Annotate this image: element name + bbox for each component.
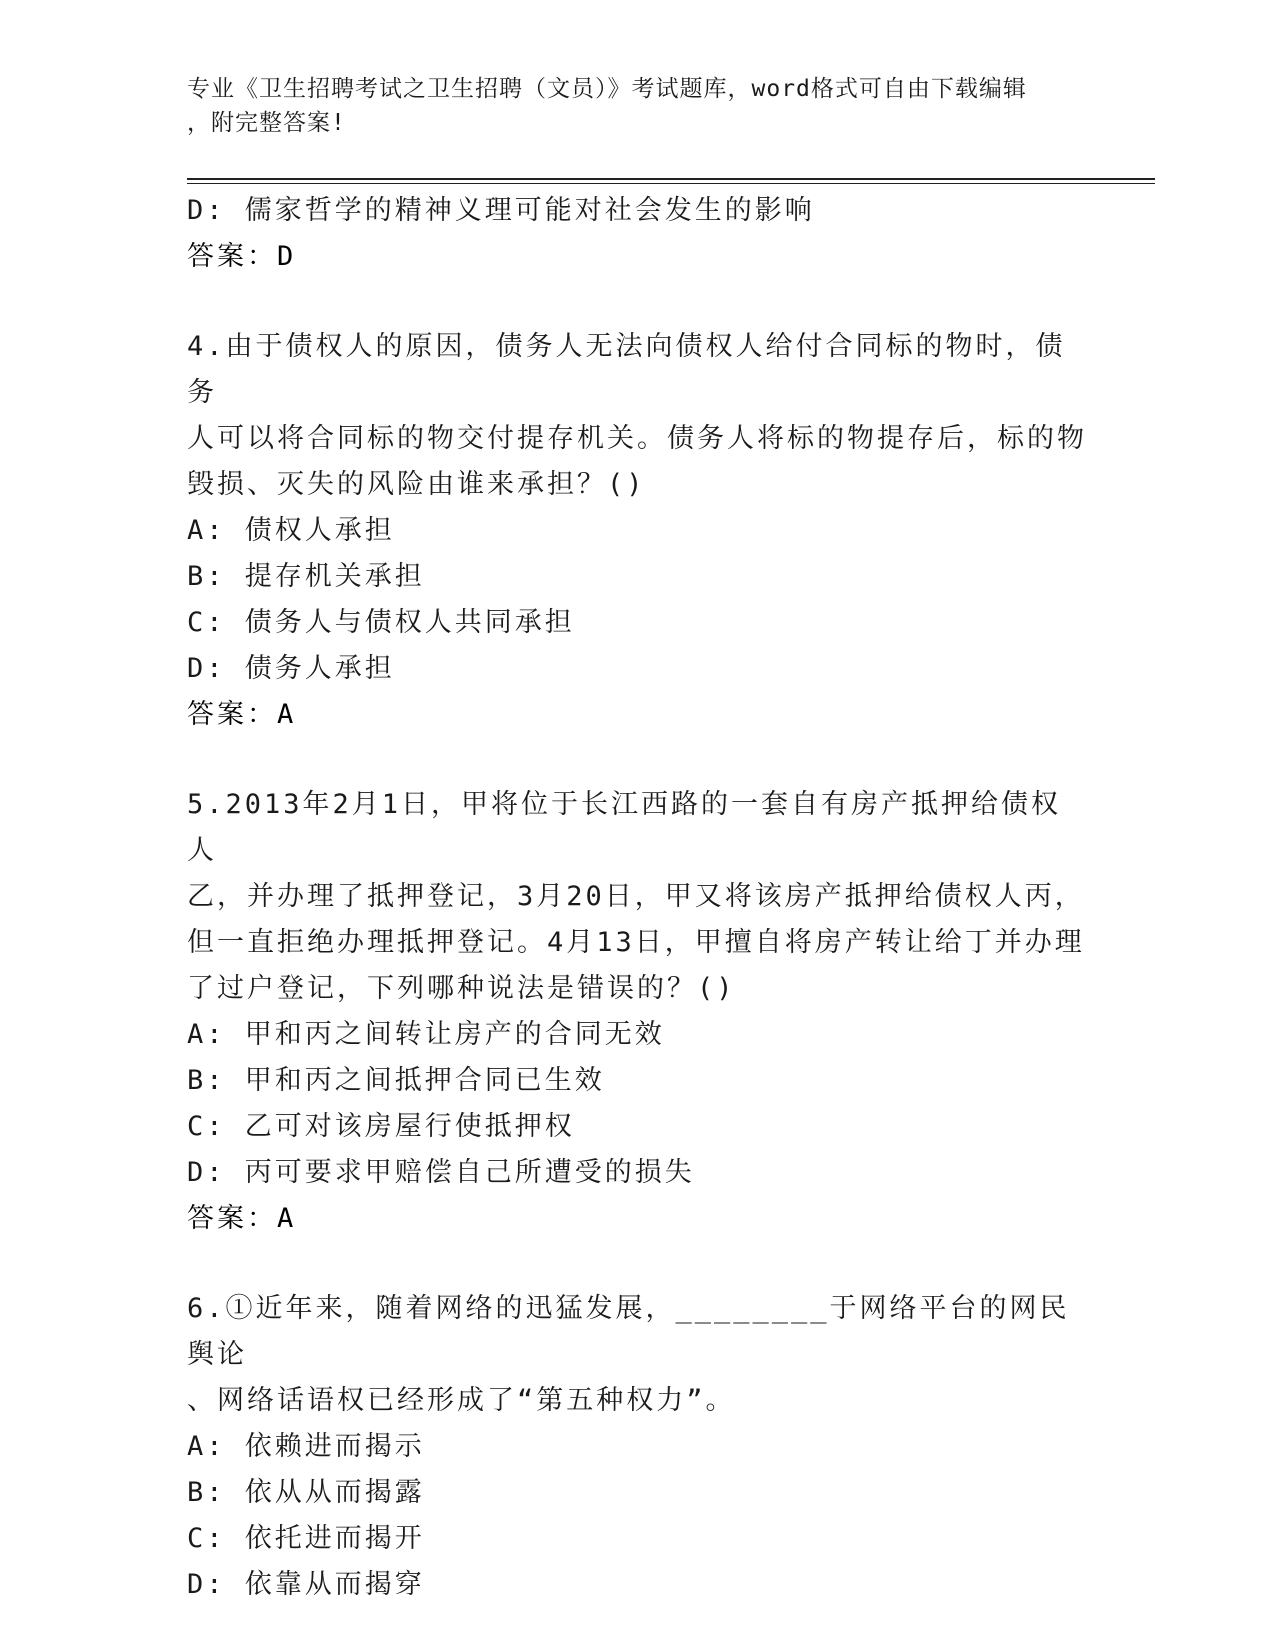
document-header [187, 72, 1067, 140]
answer-label: 答案：A [187, 699, 297, 730]
option-a: A: 债权人承担 [187, 515, 395, 546]
question-stem [187, 1286, 1087, 1424]
stem-line: 4.由于债权人的原因，债务人无法向债权人给付合同标的物时，债务 [187, 331, 1066, 408]
question-content [187, 188, 1087, 1608]
question-6 [187, 1286, 1087, 1608]
stem-line: 6.①近年来，随着网络的迅猛发展，________于网络平台的网民舆论 [187, 1293, 1070, 1370]
option-b: B: 依从从而揭露 [187, 1477, 425, 1508]
option-d: D: 依靠从而揭穿 [187, 1569, 425, 1600]
answer-label: 答案：A [187, 1203, 297, 1234]
stem-line: 毁损、灭失的风险由谁来承担？() [187, 469, 646, 500]
stem-line: 了过户登记，下列哪种说法是错误的？() [187, 973, 736, 1004]
header-line-2: ，附完整答案! [187, 110, 346, 136]
option-c: C: 乙可对该房屋行使抵押权 [187, 1111, 575, 1142]
option-a: A: 依赖进而揭示 [187, 1431, 425, 1462]
option-d: D: 债务人承担 [187, 653, 395, 684]
stem-line: 、网络话语权已经形成了“第五种权力”。 [187, 1385, 736, 1416]
stem-line: 人可以将合同标的物交付提存机关。债务人将标的物提存后，标的物 [187, 423, 1087, 454]
question-stem [187, 782, 1087, 1012]
option-c: C: 债务人与债权人共同承担 [187, 607, 575, 638]
stem-line: 但一直拒绝办理抵押登记。4月13日，甲擅自将房产转让给丁并办理 [187, 927, 1085, 958]
option-d: D: 儒家哲学的精神义理可能对社会发生的影响 [187, 195, 815, 226]
header-divider-thick [187, 178, 1155, 180]
option-b: B: 甲和丙之间抵押合同已生效 [187, 1065, 605, 1096]
option-c: C: 依托进而揭开 [187, 1523, 425, 1554]
stem-line: 乙，并办理了抵押登记，3月20日，甲又将该房产抵押给债权人丙， [187, 881, 1085, 912]
question-4 [187, 324, 1087, 738]
header-line-1: 专业《卫生招聘考试之卫生招聘（文员）》考试题库，word格式可自由下载编辑 [187, 76, 1027, 102]
stem-line: 5.2013年2月1日，甲将位于长江西路的一套自有房产抵押给债权人 [187, 789, 1062, 866]
question-5 [187, 782, 1087, 1242]
question-3-tail [187, 188, 1087, 280]
question-stem [187, 324, 1087, 508]
option-b: B: 提存机关承担 [187, 561, 425, 592]
header-divider-thin [187, 183, 1155, 184]
option-d: D: 丙可要求甲赔偿自己所遭受的损失 [187, 1157, 695, 1188]
answer-label: 答案：D [187, 241, 297, 272]
option-a: A: 甲和丙之间转让房产的合同无效 [187, 1019, 665, 1050]
